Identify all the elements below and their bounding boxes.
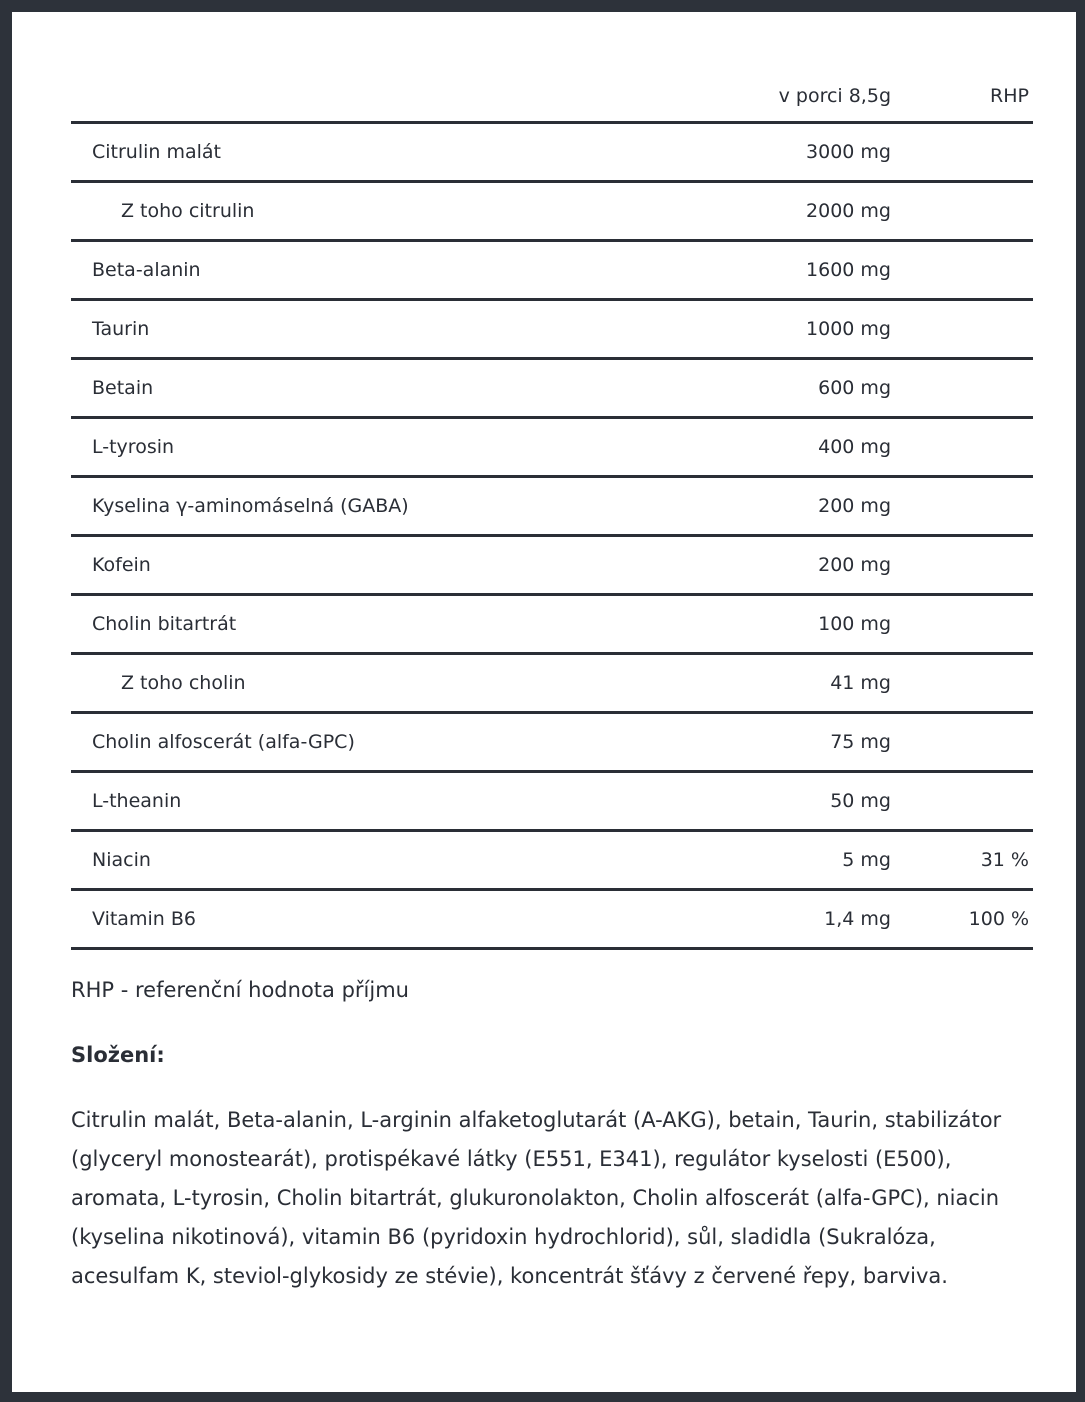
row-name: L-theanin	[92, 790, 182, 812]
row-name: Betain	[92, 377, 154, 399]
row-amount: 100 mg	[818, 613, 891, 635]
table-row	[71, 773, 1033, 832]
row-rhp: 100 %	[968, 908, 1029, 930]
table-row	[71, 360, 1033, 419]
table-row	[71, 714, 1033, 773]
row-amount: 41 mg	[830, 672, 891, 694]
row-name: Kofein	[92, 554, 151, 576]
table-row	[71, 124, 1033, 183]
table-row	[71, 655, 1033, 714]
row-amount: 1000 mg	[806, 318, 891, 340]
row-name: Z toho citrulin	[121, 200, 255, 222]
row-amount: 5 mg	[842, 849, 891, 871]
table-row	[71, 478, 1033, 537]
table-row	[71, 537, 1033, 596]
row-amount: 50 mg	[830, 790, 891, 812]
header-amount: v porci 8,5g	[778, 84, 891, 107]
row-amount: 600 mg	[818, 377, 891, 399]
composition-title: Složení:	[71, 1043, 165, 1067]
row-amount: 200 mg	[818, 495, 891, 517]
row-name: Beta-alanin	[92, 259, 201, 281]
row-amount: 200 mg	[818, 554, 891, 576]
row-amount: 75 mg	[830, 731, 891, 753]
rhp-note: RHP - referenční hodnota příjmu	[71, 978, 409, 1002]
row-name: Citrulin malát	[92, 141, 222, 163]
table-row	[71, 242, 1033, 301]
row-name: Vitamin B6	[92, 908, 196, 930]
nutrition-table	[71, 66, 1033, 950]
row-name: L-tyrosin	[92, 436, 175, 458]
row-amount: 1,4 mg	[824, 908, 891, 930]
table-row	[71, 596, 1033, 655]
row-amount: 3000 mg	[806, 141, 891, 163]
table-row	[71, 301, 1033, 360]
row-name: Kyselina γ-aminomáselná (GABA)	[92, 495, 409, 517]
table-body	[71, 124, 1033, 950]
composition-text: Citrulin malát, Beta-alanin, L-arginin alfaketoglutarát (A-AKG), betain, Taurin, stabilizátor (glyceryl monostearát), protispékavé látky (E551, E341), regulátor kyselosti (E500), aromata, L-tyrosin, Cholin bitartrát, glukuronolakton, Cholin alfoscerát (alfa-GPC), niacin (kyselina nikotinová), vitamin B6 (pyridoxin hydrochlorid), sůl, sladidla (Sukralóza, acesulfam K, steviol-glykosidy ze stévie), koncentrát šťávy z červené řepy, barviva.	[71, 1108, 1002, 1288]
table-row	[71, 832, 1033, 891]
row-name: Cholin alfoscerát (alfa-GPC)	[92, 731, 355, 753]
header-rhp: RHP	[990, 84, 1029, 107]
table-row	[71, 891, 1033, 950]
row-amount: 2000 mg	[806, 200, 891, 222]
row-amount: 400 mg	[818, 436, 891, 458]
row-rhp: 31 %	[980, 849, 1029, 871]
table-row	[71, 419, 1033, 478]
row-name: Cholin bitartrát	[92, 613, 237, 635]
row-name: Niacin	[92, 849, 151, 871]
table-header	[71, 66, 1033, 124]
row-amount: 1600 mg	[806, 259, 891, 281]
table-row	[71, 183, 1033, 242]
row-name: Z toho cholin	[121, 672, 246, 694]
row-name: Taurin	[92, 318, 150, 340]
